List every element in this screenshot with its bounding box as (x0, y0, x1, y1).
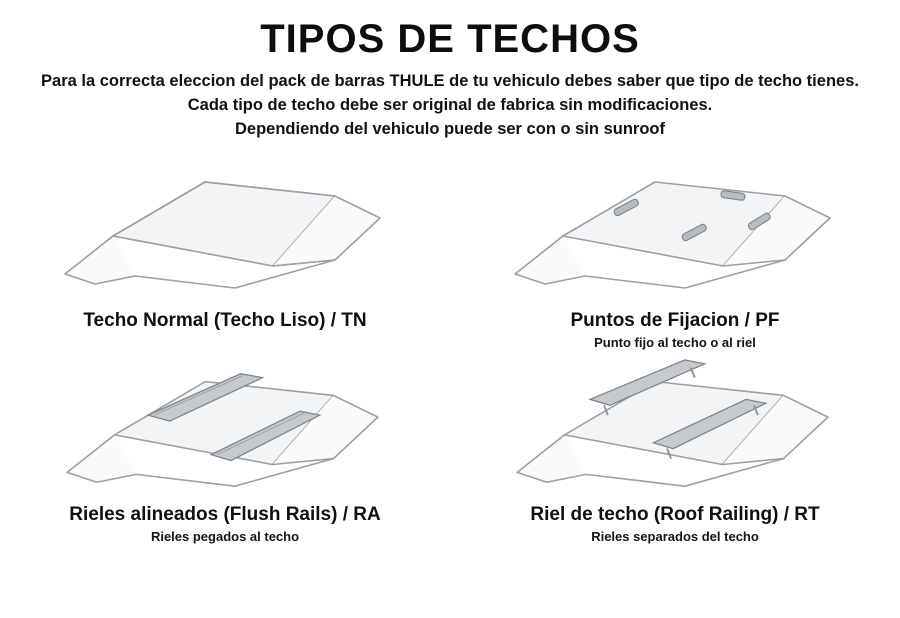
roof-type-title-ra: Rieles alineados (Flush Rails) / RA (69, 503, 381, 525)
roof-type-card-ra (0, 352, 450, 544)
poster-root (0, 18, 900, 618)
intro-line-2: Cada tipo de techo debe ser original de fabrica sin modificaciones. (187, 95, 713, 114)
intro-line-3: Dependiendo del vehiculo puede ser con o sin sunroof (235, 119, 665, 138)
roof-type-subtitle-pf: Punto fijo al techo o al riel (594, 334, 756, 350)
roof-type-title-tn: Techo Normal (Techo Liso) / TN (83, 309, 367, 331)
roof-plain-illustration (35, 156, 415, 306)
roof-type-title-pf: Puntos de Fijacion / PF (570, 309, 780, 331)
roof-type-subtitle-ra: Rieles pegados al techo (150, 528, 300, 544)
roof-type-subtitle-rt: Rieles separados del techo (591, 528, 759, 544)
page-title: TIPOS DE TECHOS (260, 17, 640, 61)
roof-type-card-pf (450, 156, 900, 350)
roof-type-title-rt: Riel de techo (Roof Railing) / RT (530, 503, 820, 525)
roof-fixpoints-illustration (485, 156, 865, 306)
intro-line-1: Para la correcta eleccion del pack de barras THULE de tu vehiculo debes saber que tipo de techo tienes. (41, 72, 859, 90)
roof-flush-rails-illustration (35, 352, 415, 500)
roof-types-grid (0, 156, 900, 544)
roof-railing-illustration (485, 352, 865, 500)
intro-text (0, 70, 900, 142)
roof-type-card-tn (0, 156, 450, 350)
roof-type-card-rt (450, 352, 900, 544)
